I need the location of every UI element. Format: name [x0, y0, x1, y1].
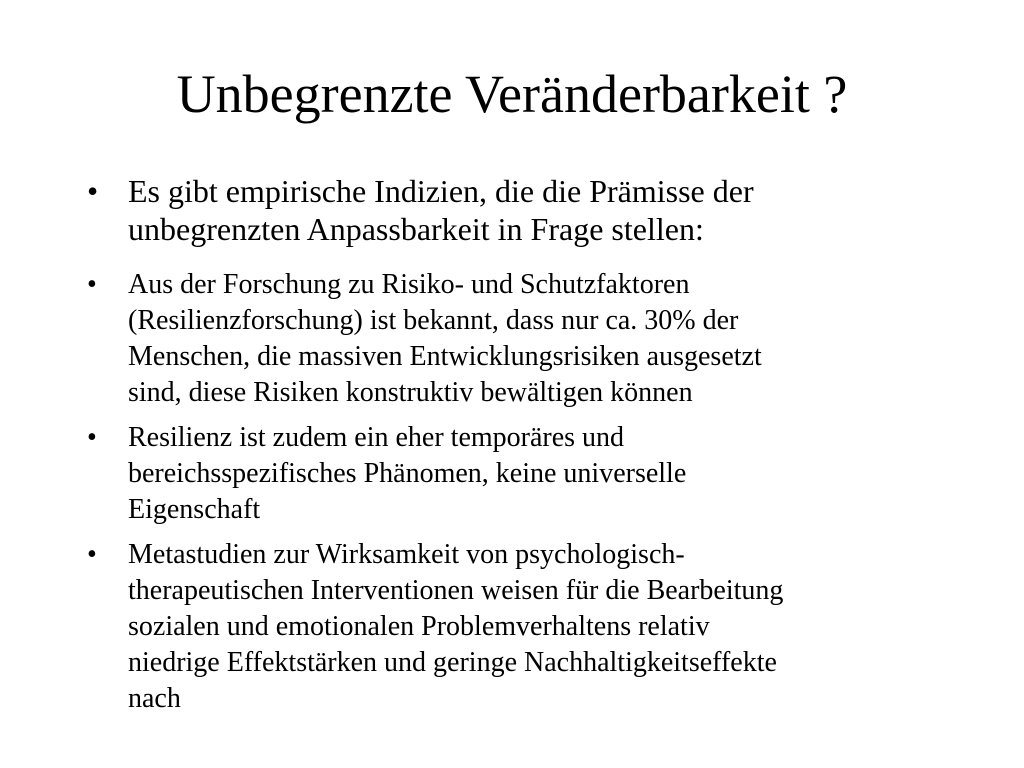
bullet-text-4 — [128, 537, 948, 717]
bullet-3-line-3: Eigenschaft — [128, 494, 261, 525]
bullet-4-line-5: nach — [128, 683, 181, 714]
bullet-2-line-1: Aus der Forschung zu Risiko- und Schutzfaktoren — [128, 269, 690, 300]
bullet-2-line-3: Menschen, die massiven Entwicklungsrisiken ausgesetzt — [128, 341, 762, 372]
bullet-icon: • — [87, 422, 97, 453]
bullet-4-line-2: therapeutischen Interventionen weisen für die Bearbeitung — [128, 575, 784, 606]
bullet-2-line-4: sind, diese Risiken konstruktiv bewältigen können — [128, 377, 693, 408]
bullet-icon: • — [87, 173, 99, 209]
bullet-2-line-2: (Resilienzforschung) ist bekannt, dass nur ca. 30% der — [128, 305, 739, 336]
bullet-1-line-2: unbegrenzten Anpassbarkeit in Frage stellen: — [128, 211, 704, 247]
bullet-4-line-1: Metastudien zur Wirksamkeit von psychologisch- — [128, 539, 685, 570]
bullet-4-line-4: niedrige Effektstärken und geringe Nachhaltigkeitseffekte — [128, 647, 777, 678]
bullet-icon: • — [87, 269, 97, 300]
bullet-text-2 — [128, 267, 948, 411]
bullet-text-1 — [128, 172, 948, 248]
bullet-3-line-2: bereichsspezifisches Phänomen, keine universelle — [128, 458, 687, 489]
bullet-item-4 — [87, 537, 948, 717]
bullet-item-2 — [87, 267, 948, 411]
slide-title: Unbegrenzte Veränderbarkeit ? — [176, 64, 848, 124]
bullet-4-line-3: sozialen und emotionalen Problemverhaltens relativ — [128, 611, 710, 642]
bullet-icon: • — [87, 539, 97, 570]
bullet-item-1 — [87, 172, 948, 248]
bullet-text-3 — [128, 420, 948, 528]
bullet-1-line-1: Es gibt empirische Indizien, die die Prämisse der — [128, 173, 754, 209]
bullet-item-3 — [87, 420, 948, 528]
bullet-3-line-1: Resilienz ist zudem ein eher temporäres und — [128, 422, 625, 453]
